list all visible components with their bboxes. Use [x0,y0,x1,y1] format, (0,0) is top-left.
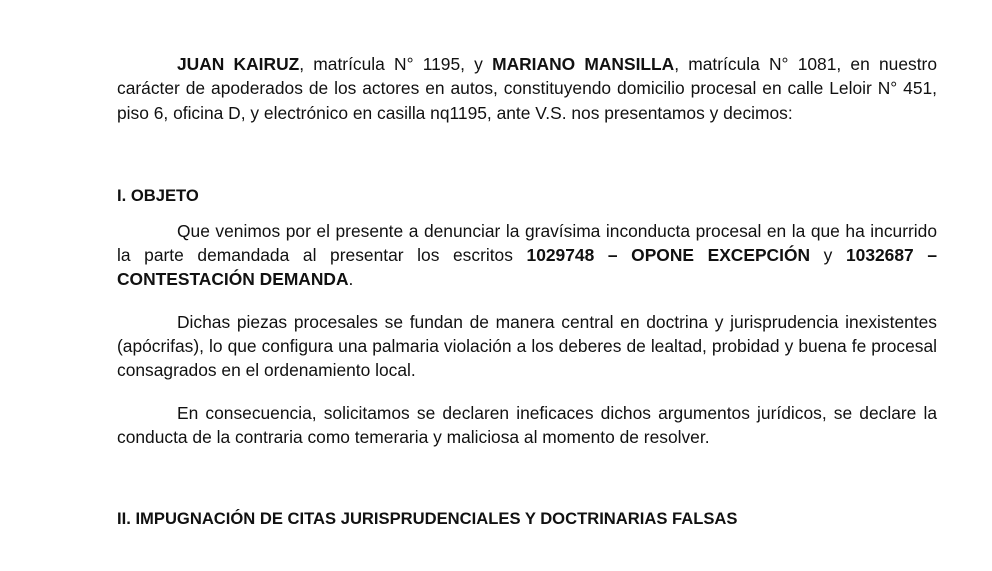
objeto-text-1: Que venimos por el presente a denunciar la gravísima inconducta procesal en la que ha incurrido la parte demandada al presentar los escritos [117,220,937,266]
intro-paragraph [117,52,937,125]
objeto-paragraph-1 [117,219,937,292]
document-page [117,52,937,531]
attorney-name-1: JUAN KAIRUZ [177,54,300,74]
objeto-text-3: . [348,269,354,290]
section-heading-objeto: I. OBJETO [117,185,199,205]
intro-text-2: , matrícula N° 1081, en nuestro carácter de apoderados de los actores en autos, constituyendo domicilio procesal en calle Leloir N° 451, piso 6, oficina D, y electrónico en casilla nq1195, ante V.S. nos presentamos y decimos: [117,54,937,123]
objeto-paragraph-2: Dichas piezas procesales se fundan de manera central en doctrina y jurisprudencia inexistentes (apócrifas), lo que configura una palmaria violación a los deberes de lealtad, probidad y buena fe procesal consagrados en el ordenamiento local. [117,311,937,381]
filing-ref-2: 1032687 – CONTESTACIÓN DEMANDA [117,245,937,290]
section-heading-impugnacion: II. IMPUGNACIÓN DE CITAS JURISPRUDENCIALES Y DOCTRINARIAS FALSAS [117,509,738,529]
objeto-paragraph-3: En consecuencia, solicitamos se declaren ineficaces dichos argumentos jurídicos, se declare la conducta de la contraria como temeraria y maliciosa al momento de resolver. [117,402,937,447]
attorney-name-2: MARIANO MANSILLA [492,54,675,74]
intro-text-1: , matrícula N° 1195, y [299,54,493,74]
objeto-text-2: y [810,245,846,266]
filing-ref-1: 1029748 – OPONE EXCEPCIÓN [526,245,811,266]
